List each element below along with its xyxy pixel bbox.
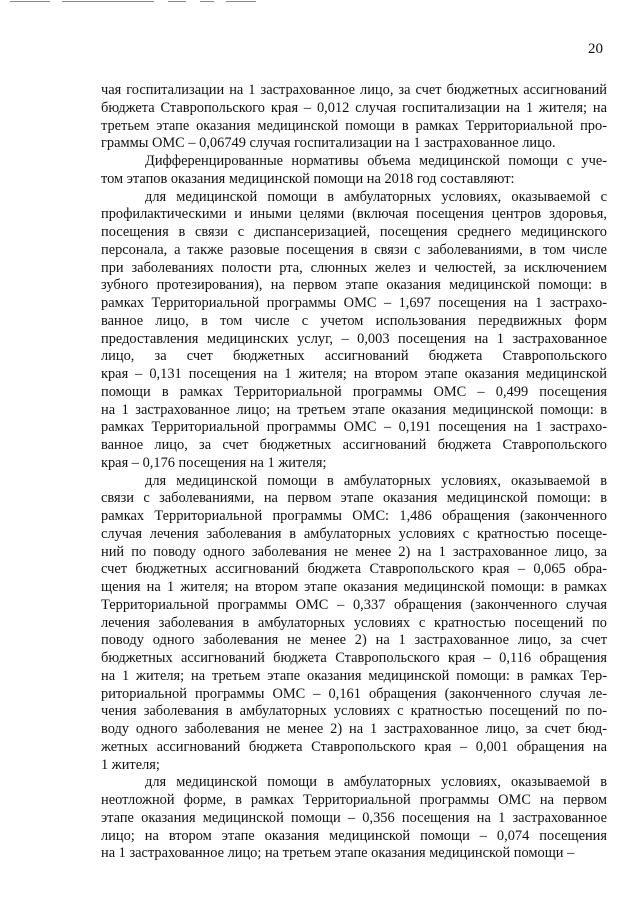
text-line: для медицинской помощи в амбулаторных условиях, оказываемой с [145,188,607,205]
text-line: риториальной программы ОМС – 0,161 обращения (законченного случая ле- [101,685,607,702]
text-line: Территориальной программы ОМС – 0,337 обращения (законченного случая [101,596,607,613]
text-line: для медицинской помощи в амбулаторных условиях, оказываемой в [145,774,607,791]
text-line: на 1 застрахованное лицо; на третьем этапе оказания медицинской помощи – [101,845,575,862]
text-line: граммы ОМС – 0,06749 случая госпитализации на 1 застрахованное лицо. [101,135,556,152]
scan-mark [168,1,186,2]
paragraph [101,189,607,473]
text-line: лицо; на втором этапе оказания медицинской помощи – 0,074 посещения [101,827,607,844]
text-line: при заболеваниях полости рта, слюнных желез и челюстей, за исключением [101,259,607,276]
page-number: 20 [588,41,603,57]
text-line: Дифференцированные нормативы объема медицинской помощи с уче- [145,153,607,169]
paragraph [101,473,607,775]
text-line: бюджета Ставропольского края – 0,012 случая госпитализации на 1 жителя; на [101,99,607,116]
text-line: зубного протезирования), на первом этапе оказания медицинской помощи: в [101,277,607,294]
text-line: чая госпитализации на 1 застрахованное лицо, за счет бюджетных ассигнований [101,82,607,98]
text-line: лицо, за счет бюджетных ассигнований бюджета Ставропольского [101,348,607,365]
text-line: третьем этапе оказания медицинской помощи в рамках Территориальной про- [101,117,607,134]
document-body [101,82,607,863]
text-line: посещения в связи с диспансеризацией, посещения среднего медицинского [101,224,607,240]
scan-mark [10,1,50,2]
text-line: помощи в рамках Территориальной программы ОМС – 0,499 посещения [101,383,607,400]
text-line: жетных ассигнований бюджета Ставропольского края – 0,001 обращения на [101,738,607,755]
text-line: рамках Территориальной программы ОМС – 0,191 посещения на 1 застрахо- [101,419,607,436]
text-line: предоставления медицинских услуг, – 0,003 посещения на 1 застрахованное [101,330,607,347]
text-line: поводу одного заболевания не менее 2) на 1 застрахованное лицо, за счет [101,632,607,649]
text-line: неотложной форме, в рамках Территориальной программы ОМС на первом [101,792,607,808]
text-line: края – 0,131 посещения на 1 жителя; на втором этапе оказания медицинской [101,366,607,382]
text-line: края – 0,176 посещения на 1 жителя; [101,454,327,471]
text-line: персонала, а также разовые посещения в связи с заболеваниями, в том числе [101,241,607,258]
paragraph [101,774,607,863]
text-line: связи с заболеваниями, на первом этапе оказания медицинской помощи: в [101,490,607,507]
paragraph [101,153,607,189]
text-line: этапе оказания медицинской помощи – 0,356 посещения на 1 застрахованное [101,809,607,826]
scan-mark [226,1,256,2]
text-line: том этапов оказания медицинской помощи на 2018 год составляют: [101,170,515,187]
text-line: чения заболевания в амбулаторных условиях с кратностью посещений по по- [101,703,607,720]
scan-mark [200,1,214,2]
text-line: ний по поводу одного заболевания не менее 2) на 1 застрахованное лицо, за [101,543,607,560]
paragraph [101,82,607,153]
text-line: бюджетных ассигнований бюджета Ставропольского края – 0,116 обращения [101,650,607,666]
text-line: профилактическими и иными целями (включая посещения центров здоровья, [101,206,607,223]
text-line: 1 жителя; [101,756,160,773]
text-line: счет бюджетных ассигнований бюджета Ставропольского края – 0,065 обра- [101,561,607,578]
text-line: случая лечения заболевания в амбулаторных условиях с кратностью посеще- [101,525,607,542]
text-line: на 1 жителя; на третьем этапе оказания медицинской помощи: в рамках Тер- [101,667,607,684]
text-line: рамках Территориальной программы ОМС: 1,486 обращения (законченного [101,508,607,524]
text-line: на 1 застрахованное лицо; на третьем этапе оказания медицинской помощи: в [101,401,607,418]
text-line: воду одного заболевания не менее 2) на 1 застрахованное лицо, за счет бюд- [101,721,607,737]
text-line: ванное лицо, за счет бюджетных ассигнований бюджета Ставропольского [101,437,607,453]
scan-artifact-top [0,0,640,6]
text-line: щения на 1 жителя; на втором этапе оказания медицинской помощи: в рамках [101,579,607,595]
text-line: рамках Территориальной программы ОМС – 1,697 посещения на 1 застрахо- [101,295,607,311]
scan-mark [62,1,154,2]
text-line: для медицинской помощи в амбулаторных условиях, оказываемой в [145,472,607,489]
text-line: лечения заболевания в амбулаторных условиях с кратностью посещений по [101,614,607,631]
text-line: ванное лицо, в том числе с учетом использования передвижных форм [101,312,607,329]
